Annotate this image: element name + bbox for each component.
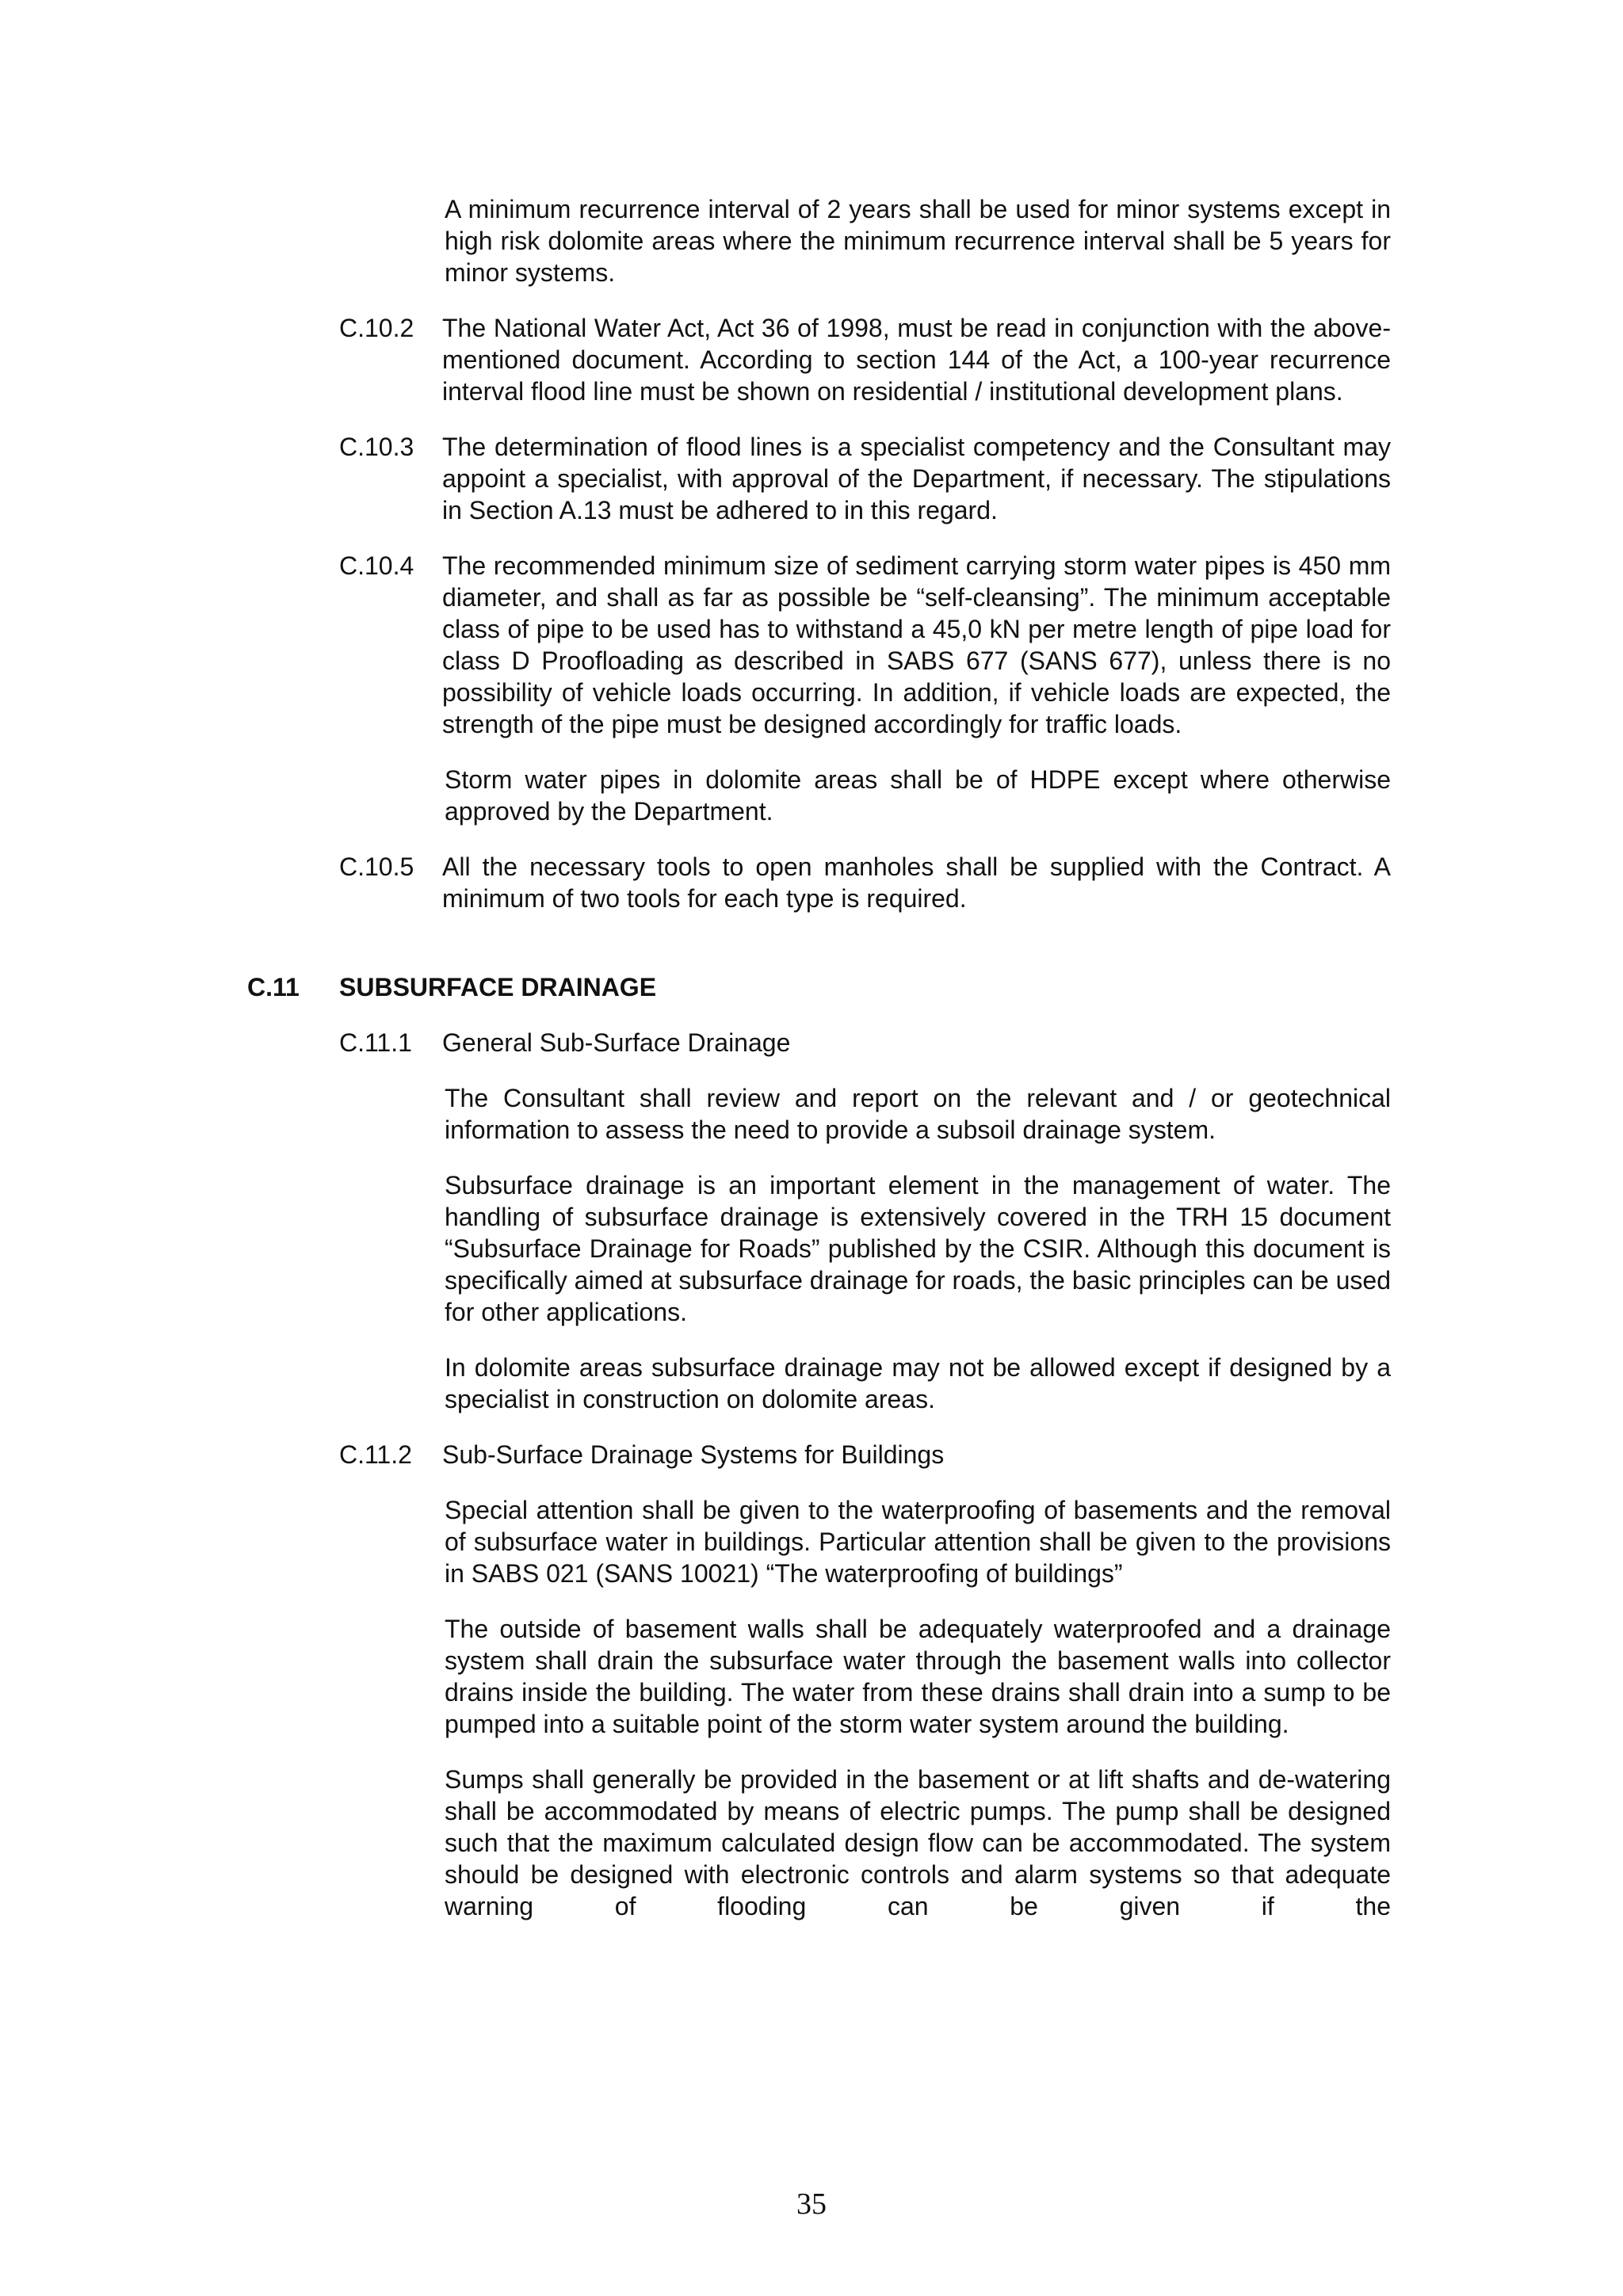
clause-number: C.10.4 bbox=[339, 551, 414, 580]
dolomite-pipes-paragraph: Storm water pipes in dolomite areas shall be of HDPE except where otherwise approved by the Department. bbox=[445, 765, 1391, 826]
clause-text: All the necessary tools to open manholes shall be supplied with the Contract. A minimum of two tools for each type is required. bbox=[442, 852, 1391, 913]
clause-c10-4 bbox=[339, 550, 1391, 740]
subsection-number: C.11.1 bbox=[339, 1028, 412, 1057]
subsection-number: C.11.2 bbox=[339, 1440, 412, 1469]
subsection-title: Sub-Surface Drainage Systems for Buildings bbox=[442, 1440, 945, 1469]
clause-text: The determination of flood lines is a specialist competency and the Consultant may appoint a specialist, with approval of the Department, if necessary. The stipulations in Section A.13 must be adhered to in this regard. bbox=[442, 433, 1391, 524]
paragraph: The outside of basement walls shall be adequately waterproofed and a drainage system shall drain the subsurface water through the basement walls into collector drains inside the building. The water from these drains shall drain into a sump to be pumped into a suitable point of the storm water system around the building. bbox=[445, 1615, 1391, 1738]
section-title: SUBSURFACE DRAINAGE bbox=[339, 973, 657, 1001]
intro-paragraph: A minimum recurrence interval of 2 years shall be used for minor systems except in high risk dolomite areas where the minimum recurrence interval shall be 5 years for minor systems. bbox=[445, 195, 1391, 287]
clause-number: C.10.5 bbox=[339, 852, 414, 881]
paragraph: Subsurface drainage is an important element in the management of water. The handling of subsurface drainage is extensively covered in the TRH 15 document “Subsurface Drainage for Roads” published by the CSIR. Although this document is specifically aimed at subsurface drainage for roads, the basic principles can be used for other applications. bbox=[445, 1171, 1391, 1326]
clause-text: The National Water Act, Act 36 of 1998, must be read in conjunction with the above-mentioned document. According to section 144 of the Act, a 100-year recurrence interval flood line must be shown on residential / institutional development plans. bbox=[442, 314, 1391, 406]
clause-c10-5 bbox=[339, 851, 1391, 914]
subsection-heading-c11-2 bbox=[339, 1439, 1391, 1470]
paragraph: Sumps shall generally be provided in the basement or at lift shafts and de-watering shall be accommodated by means of electric pumps. The pump shall be designed such that the maximum calculated design flow can be accommodated. The system should be designed with electronic controls and alarm systems so that adequate warning of flooding can be given if the bbox=[445, 1765, 1391, 1920]
section-number: C.11 bbox=[247, 973, 300, 1001]
paragraph: The Consultant shall review and report on the relevant and / or geotechnical information to assess the need to provide a subsoil drainage system. bbox=[445, 1084, 1391, 1144]
paragraph: In dolomite areas subsurface drainage may not be allowed except if designed by a specialist in construction on dolomite areas. bbox=[445, 1353, 1391, 1413]
subsection-title: General Sub-Surface Drainage bbox=[442, 1028, 791, 1057]
clause-c10-2 bbox=[339, 312, 1391, 407]
page-body bbox=[0, 193, 1623, 1922]
page-number: 35 bbox=[796, 2187, 827, 2221]
clause-c10-3 bbox=[339, 431, 1391, 526]
clause-text: The recommended minimum size of sediment carrying storm water pipes is 450 mm diameter, and shall as far as possible be “self-cleansing”. The minimum acceptable class of pipe to be used has to withstand a 45,0 kN per metre length of pipe load for class D Proofloading as described in SABS 677 (SANS 677), unless there is no possibility of vehicle loads occurring. In addition, if vehicle loads are expected, the strength of the pipe must be designed accordingly for traffic loads. bbox=[442, 551, 1391, 738]
paragraph: Special attention shall be given to the waterproofing of basements and the removal of subsurface water in buildings. Particular attention shall be given to the provisions in SABS 021 (SANS 10021) “The waterproofing of buildings” bbox=[445, 1496, 1391, 1588]
subsection-heading-c11-1 bbox=[339, 1027, 1391, 1058]
clause-number: C.10.3 bbox=[339, 433, 414, 461]
section-heading-c11 bbox=[247, 971, 1623, 1003]
clause-number: C.10.2 bbox=[339, 314, 414, 342]
